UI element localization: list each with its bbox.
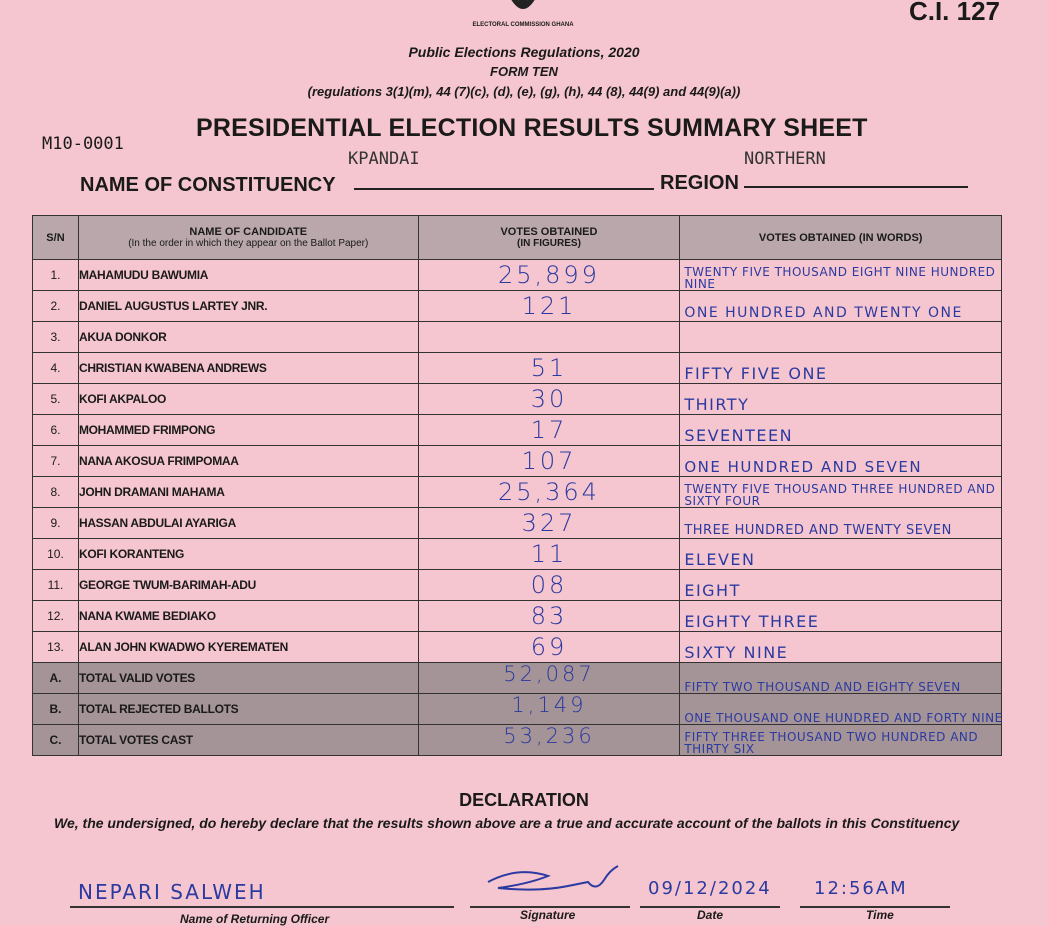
votes-figures-cell xyxy=(418,539,680,570)
table-row xyxy=(33,601,1002,632)
votes-words: FIFTY FIVE ONE xyxy=(684,364,828,383)
votes-figures-cell xyxy=(418,632,680,663)
officer-name-line xyxy=(70,906,454,908)
regulations-list: (regulations 3(1)(m), 44 (7)(c), (d), (e), (g), (h), 44 (8), 44(9) and 44(9)(a)) xyxy=(307,84,741,99)
row-sn: 3. xyxy=(33,322,79,353)
table-row xyxy=(33,570,1002,601)
candidate-name: DANIEL AUGUSTUS LARTEY JNR. xyxy=(78,291,418,322)
page-title: PRESIDENTIAL ELECTION RESULTS SUMMARY SHEET xyxy=(196,114,868,142)
votes-words-cell xyxy=(680,477,1002,508)
votes-figures: 69 xyxy=(530,633,568,661)
date-value: 09/12/2024 xyxy=(648,878,772,899)
candidate-name: ALAN JOHN KWADWO KYEREMATEN xyxy=(78,632,418,663)
row-sn: 2. xyxy=(33,291,79,322)
row-sn: 9. xyxy=(33,508,79,539)
ci-number: C.I. 127 xyxy=(908,0,1000,26)
total-figures: 1,149 xyxy=(511,693,587,717)
votes-figures: 107 xyxy=(521,447,577,475)
votes-figures-cell xyxy=(418,601,680,632)
total-row xyxy=(33,663,1002,694)
votes-words-cell xyxy=(680,260,1002,291)
form-code: M10-0001 xyxy=(42,134,124,154)
row-sn: 4. xyxy=(33,353,79,384)
time-caption: Time xyxy=(866,908,894,922)
total-sn: C. xyxy=(33,725,79,756)
votes-figures-cell xyxy=(418,322,680,353)
total-words: FIFTY THREE THOUSAND TWO HUNDRED AND THIRTY SIX xyxy=(684,730,979,756)
votes-figures-cell xyxy=(418,415,680,446)
total-label: TOTAL VOTES CAST xyxy=(78,725,418,756)
votes-words: ELEVEN xyxy=(684,550,756,569)
total-figures: 53,236 xyxy=(503,724,595,748)
header-figures: VOTES OBTAINED (IN FIGURES) xyxy=(418,216,680,260)
table-row xyxy=(33,539,1002,570)
total-words-cell xyxy=(680,663,1002,694)
row-sn: 1. xyxy=(33,260,79,291)
table-row xyxy=(33,260,1002,291)
region-value: NORTHERN xyxy=(744,149,826,169)
table-row xyxy=(33,353,1002,384)
results-table xyxy=(32,215,1002,756)
row-sn: 13. xyxy=(33,632,79,663)
table-row xyxy=(33,446,1002,477)
votes-words-cell xyxy=(680,632,1002,663)
votes-words-cell xyxy=(680,446,1002,477)
votes-figures-cell xyxy=(418,570,680,601)
candidate-name: HASSAN ABDULAI AYARIGA xyxy=(78,508,418,539)
signature-mark-icon xyxy=(478,862,628,906)
total-words: FIFTY TWO THOUSAND AND EIGHTY SEVEN xyxy=(684,680,961,694)
row-sn: 11. xyxy=(33,570,79,601)
total-figures-cell xyxy=(418,694,680,725)
votes-figures-cell xyxy=(418,353,680,384)
votes-words-cell xyxy=(680,322,1002,353)
commission-label: ELECTORAL COMMISSION GHANA xyxy=(472,22,574,28)
table-header-row xyxy=(33,216,1002,260)
votes-words: TWENTY FIVE THOUSAND EIGHT NINE HUNDRED NINE xyxy=(684,265,996,291)
region-label: REGION xyxy=(660,172,739,194)
votes-words-cell xyxy=(680,508,1002,539)
row-sn: 6. xyxy=(33,415,79,446)
signature-caption: Signature xyxy=(520,908,576,922)
table-row xyxy=(33,508,1002,539)
candidate-name: MOHAMMED FRIMPONG xyxy=(78,415,418,446)
table-row xyxy=(33,632,1002,663)
candidate-name: KOFI AKPALOO xyxy=(78,384,418,415)
header-candidate: NAME OF CANDIDATE (In the order in which they appear on the Ballot Paper) xyxy=(78,216,418,260)
votes-words: EIGHT xyxy=(684,581,741,600)
total-words: ONE THOUSAND ONE HUNDRED AND FORTY NINE xyxy=(684,711,1003,725)
total-figures-cell xyxy=(418,725,680,756)
votes-figures-cell xyxy=(418,508,680,539)
votes-words-cell xyxy=(680,353,1002,384)
total-label: TOTAL REJECTED BALLOTS xyxy=(78,694,418,725)
candidate-name: CHRISTIAN KWABENA ANDREWS xyxy=(78,353,418,384)
regulations-title: Public Elections Regulations, 2020 xyxy=(408,44,640,60)
candidate-name: GEORGE TWUM-BARIMAH-ADU xyxy=(78,570,418,601)
candidate-name: AKUA DONKOR xyxy=(78,322,418,353)
votes-words: ONE HUNDRED AND SEVEN xyxy=(684,458,923,476)
row-sn: 5. xyxy=(33,384,79,415)
total-words-cell xyxy=(680,694,1002,725)
total-sn: A. xyxy=(33,663,79,694)
candidate-name: KOFI KORANTENG xyxy=(78,539,418,570)
votes-figures: 51 xyxy=(530,354,568,382)
votes-words-cell xyxy=(680,291,1002,322)
total-figures-cell xyxy=(418,663,680,694)
total-sn: B. xyxy=(33,694,79,725)
table-row xyxy=(33,291,1002,322)
constituency-value: KPANDAI xyxy=(348,149,420,169)
total-row xyxy=(33,694,1002,725)
votes-figures-cell xyxy=(418,446,680,477)
electoral-commission-crest-icon xyxy=(500,0,546,20)
total-words-cell xyxy=(680,725,1002,756)
constituency-underline xyxy=(354,188,654,190)
declaration-title: DECLARATION xyxy=(459,790,589,810)
row-sn: 8. xyxy=(33,477,79,508)
votes-figures: 30 xyxy=(530,385,568,413)
table-row xyxy=(33,322,1002,353)
table-row xyxy=(33,384,1002,415)
votes-figures: 25,364 xyxy=(497,478,600,506)
votes-words-cell xyxy=(680,539,1002,570)
votes-figures: 25,899 xyxy=(497,261,600,289)
table-row xyxy=(33,477,1002,508)
form-name: FORM TEN xyxy=(490,64,558,79)
votes-words: THIRTY xyxy=(684,395,750,414)
header-words: VOTES OBTAINED (IN WORDS) xyxy=(680,216,1002,260)
votes-figures-cell xyxy=(418,291,680,322)
votes-words: ONE HUNDRED AND TWENTY ONE xyxy=(684,305,963,321)
votes-words: SEVENTEEN xyxy=(684,426,794,445)
votes-words-cell xyxy=(680,415,1002,446)
date-caption: Date xyxy=(697,908,724,922)
votes-words: TWENTY FIVE THOUSAND THREE HUNDRED AND SIXTY FOUR xyxy=(684,482,996,508)
votes-words-cell xyxy=(680,601,1002,632)
table-row xyxy=(33,415,1002,446)
declaration-text: We, the undersigned, do hereby declare that the results shown above are a true and accurate account of the ballots in this Constituency xyxy=(54,815,960,831)
total-row xyxy=(33,725,1002,756)
votes-words-cell xyxy=(680,384,1002,415)
votes-words: THREE HUNDRED AND TWENTY SEVEN xyxy=(684,523,952,538)
row-sn: 10. xyxy=(33,539,79,570)
constituency-label: NAME OF CONSTITUENCY xyxy=(80,174,336,196)
votes-words: SIXTY NINE xyxy=(684,643,789,662)
total-figures: 52,087 xyxy=(503,662,595,686)
row-sn: 12. xyxy=(33,601,79,632)
votes-figures: 08 xyxy=(530,571,568,599)
candidate-name: NANA KWAME BEDIAKO xyxy=(78,601,418,632)
time-value: 12:56AM xyxy=(814,878,908,899)
candidate-name: MAHAMUDU BAWUMIA xyxy=(78,260,418,291)
votes-words: EIGHTY THREE xyxy=(684,612,820,631)
votes-figures-cell xyxy=(418,384,680,415)
region-underline xyxy=(744,186,968,188)
candidate-name: NANA AKOSUA FRIMPOMAA xyxy=(78,446,418,477)
candidate-name: JOHN DRAMANI MAHAMA xyxy=(78,477,418,508)
votes-figures-cell xyxy=(418,477,680,508)
header-sn: S/N xyxy=(33,216,79,260)
votes-words-cell xyxy=(680,570,1002,601)
votes-figures: 11 xyxy=(530,540,568,568)
votes-figures-cell xyxy=(418,260,680,291)
officer-name-caption: Name of Returning Officer xyxy=(180,912,330,926)
row-sn: 7. xyxy=(33,446,79,477)
votes-figures: 83 xyxy=(530,602,568,630)
votes-figures: 327 xyxy=(521,509,577,537)
total-label: TOTAL VALID VOTES xyxy=(78,663,418,694)
votes-figures: 17 xyxy=(530,416,568,444)
returning-officer-name: NEPARI SALWEH xyxy=(78,880,266,904)
votes-figures: 121 xyxy=(521,292,577,320)
